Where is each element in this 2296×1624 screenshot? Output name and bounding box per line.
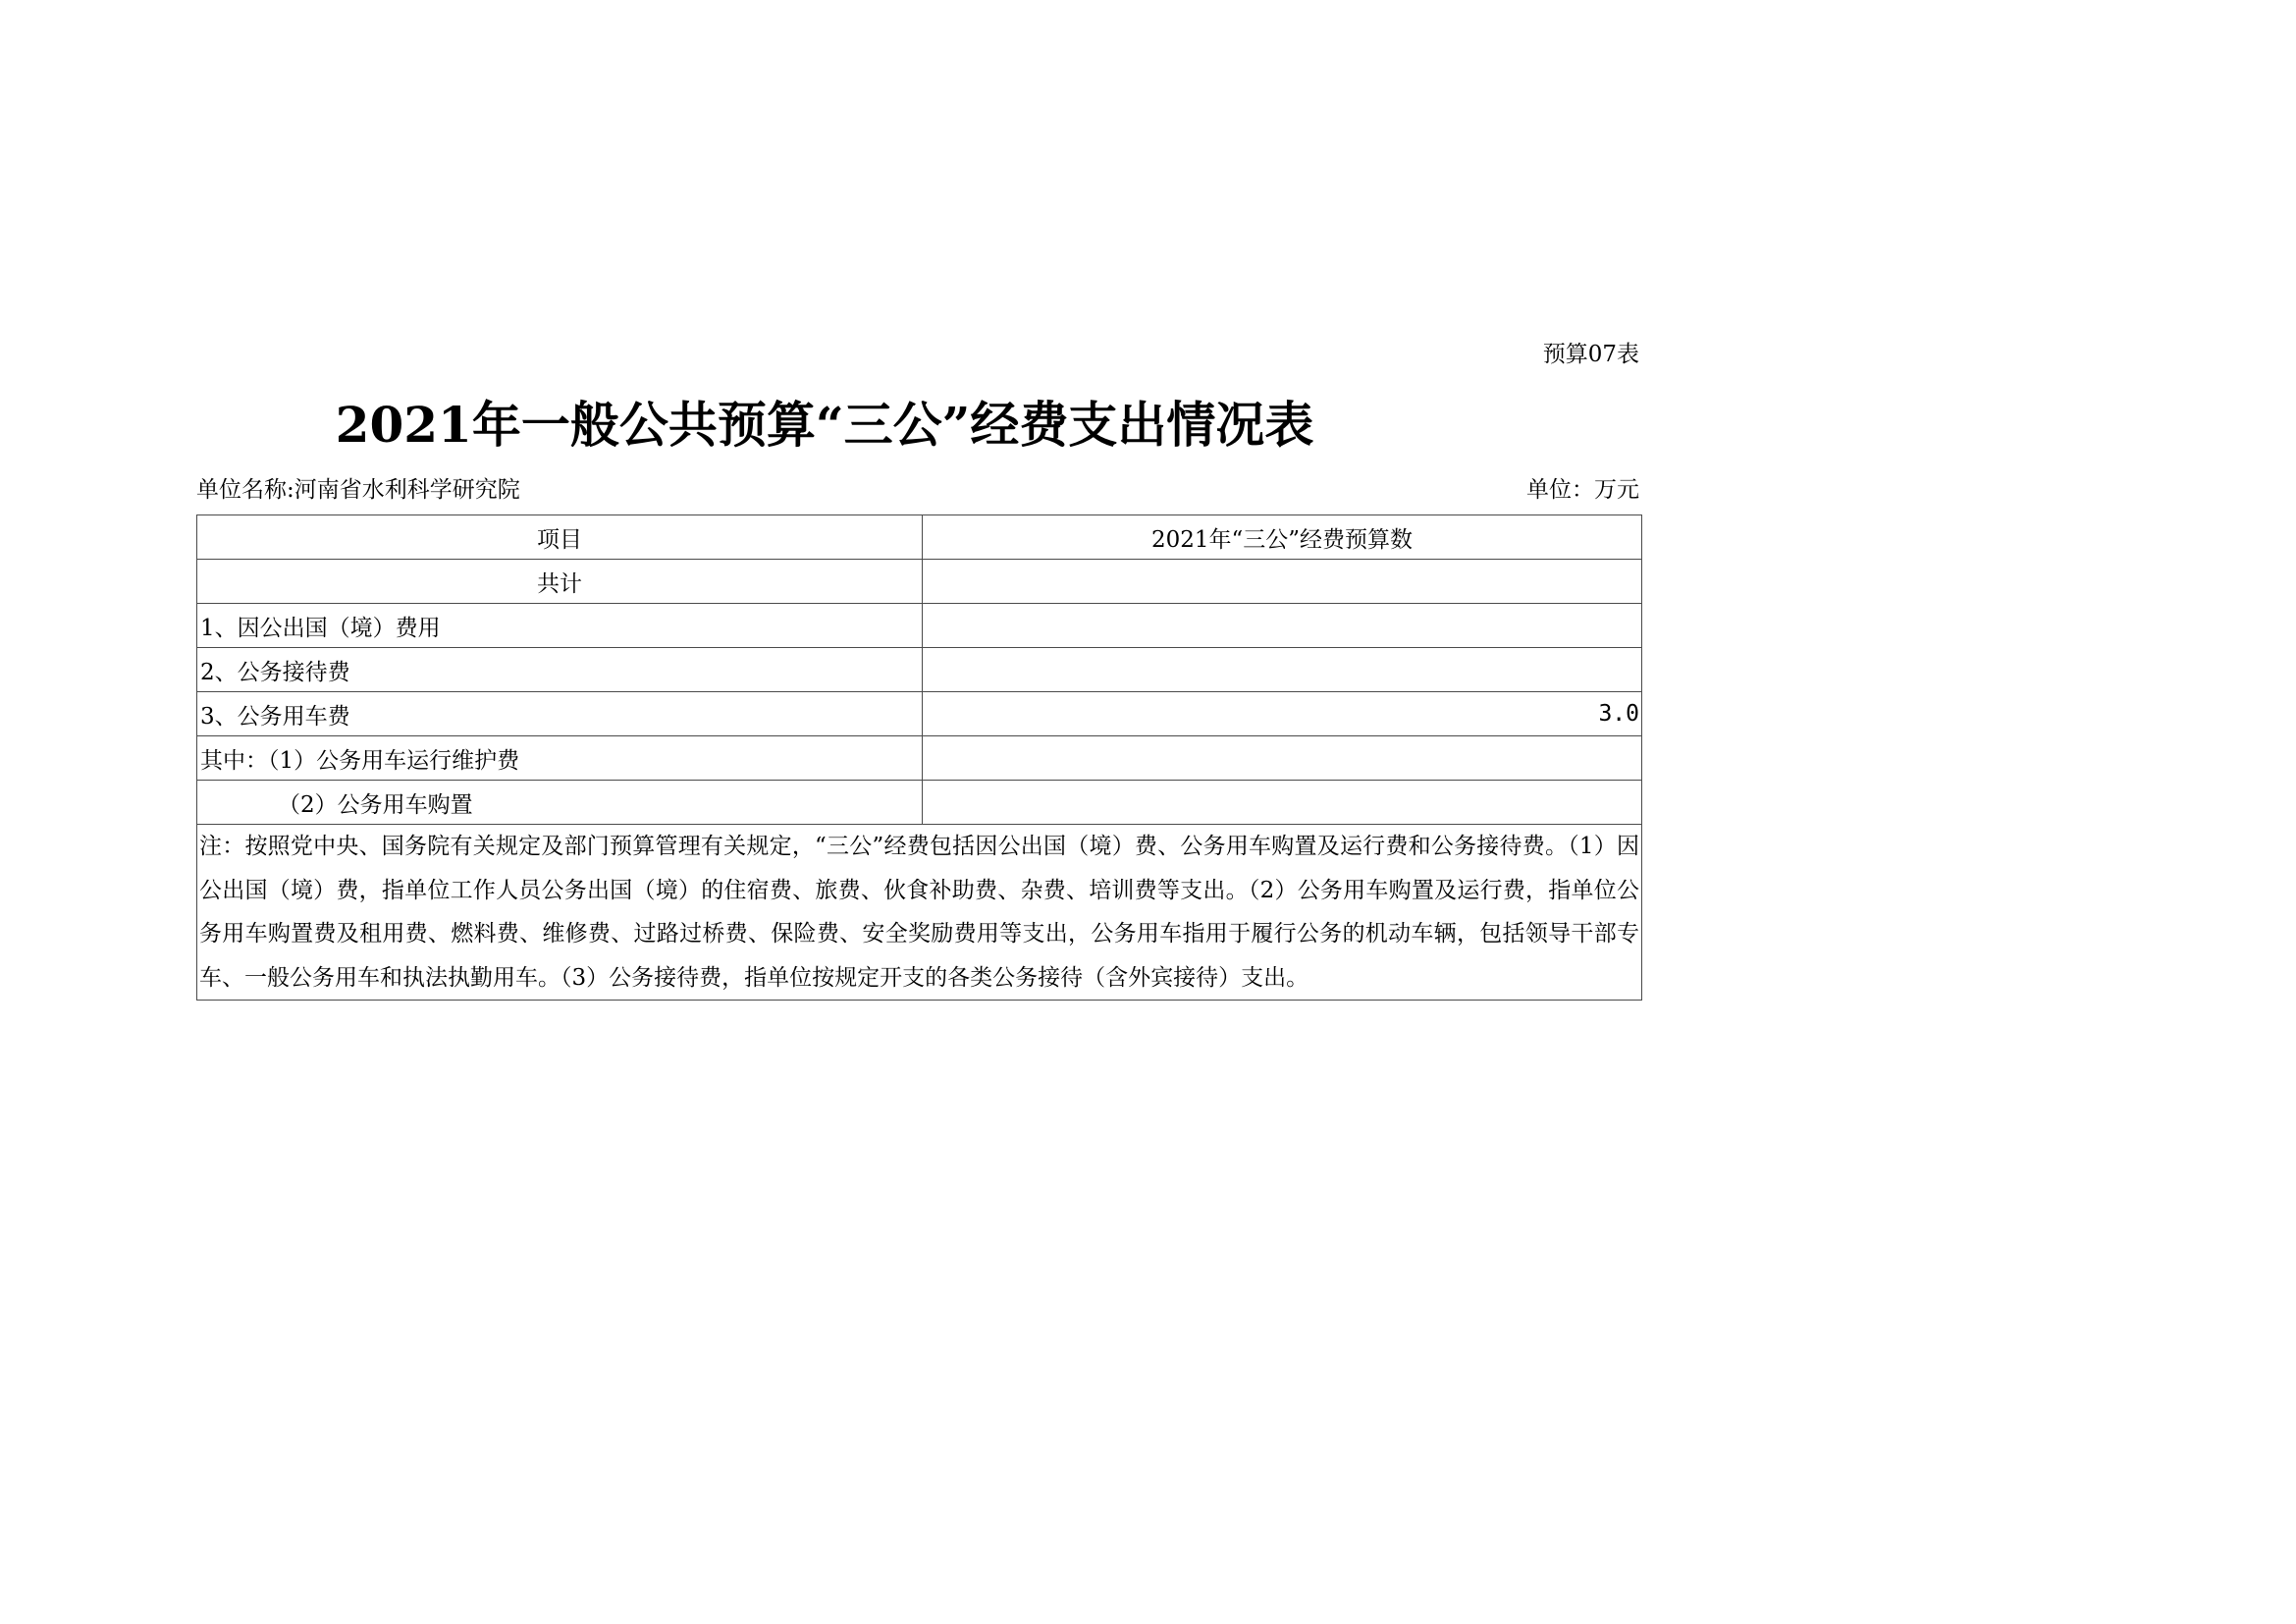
- page-title: 2021年一般公共预算“三公”经费支出情况表: [335, 396, 1314, 454]
- table-row: [197, 648, 1642, 692]
- table-header-row: [197, 515, 1642, 560]
- row-value-vehicle-maintenance: [923, 736, 1642, 781]
- table-row: [197, 736, 1642, 781]
- table-row: [197, 604, 1642, 648]
- row-label-vehicle-purchase: （2）公务用车购置: [197, 781, 923, 825]
- row-value-overseas: [923, 604, 1642, 648]
- budget-table: [196, 514, 1642, 1001]
- column-header-item: 项目: [197, 515, 923, 560]
- table-row: [197, 560, 1642, 604]
- unit-name: 单位名称:河南省水利科学研究院: [196, 477, 520, 503]
- row-value-reception: [923, 648, 1642, 692]
- table-note-row: [197, 825, 1642, 1001]
- table-note: 注：按照党中央、国务院有关规定及部门预算管理有关规定，“三公”经费包括因公出国（境）费、公务用车购置及运行费和公务接待费。（1）因公出国（境）费，指单位工作人员公务出国（境）的住宿费、旅费、伙食补助费、杂费、培训费等支出。（2）公务用车购置及运行费，指单位公务用车购置费及租用费、燃料费、维修费、过路过桥费、保险费、安全奖励费用等支出，公务用车指用于履行公务的机动车辆，包括领导干部专车、一般公务用车和执法执勤用车。（3）公务接待费，指单位按规定开支的各类公务接待（含外宾接待）支出。: [197, 825, 1642, 1001]
- table-row: [197, 692, 1642, 736]
- row-label-vehicle-maintenance: 其中：（1）公务用车运行维护费: [197, 736, 923, 781]
- row-label-overseas: 1、因公出国（境）费用: [197, 604, 923, 648]
- table-row: [197, 781, 1642, 825]
- row-value-vehicle-purchase: [923, 781, 1642, 825]
- row-label-reception: 2、公务接待费: [197, 648, 923, 692]
- column-header-budget: 2021年“三公”经费预算数: [923, 515, 1642, 560]
- currency-unit: 单位：万元: [1526, 477, 1639, 503]
- form-code: 预算07表: [1542, 342, 1639, 367]
- row-label-total: 共计: [197, 560, 923, 604]
- row-value-total: [923, 560, 1642, 604]
- row-value-vehicle: 3.0: [923, 692, 1642, 736]
- row-label-vehicle: 3、公务用车费: [197, 692, 923, 736]
